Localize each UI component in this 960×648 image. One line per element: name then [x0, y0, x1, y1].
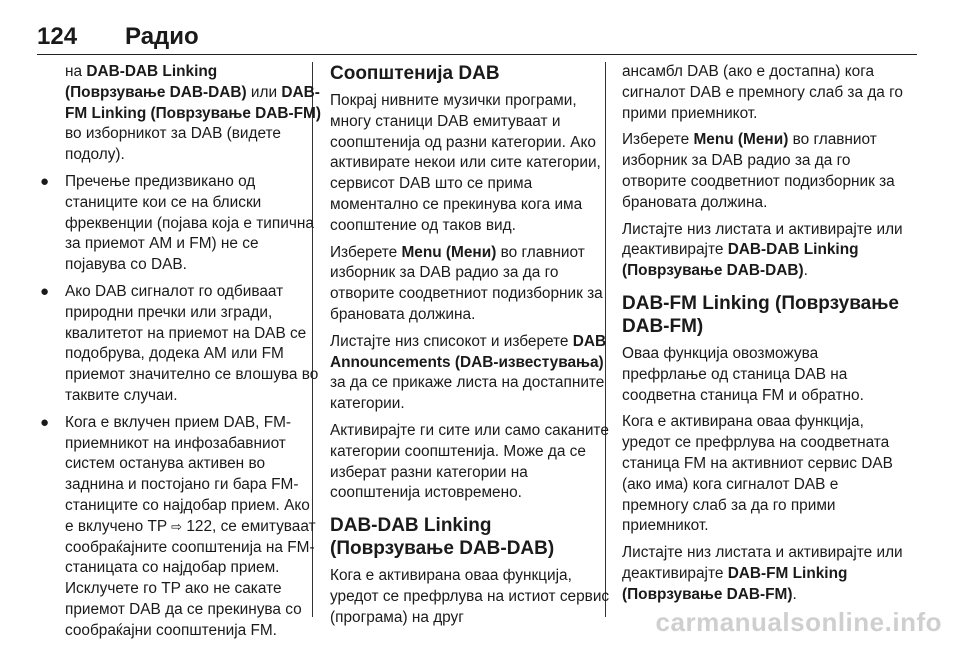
section-heading-dab-fm-linking: DAB-FM Linking (Поврзување DAB-FM)	[622, 292, 899, 337]
bullet-item: ● Пречење предизвикано од станиците кои се на блиски фреквенции (појава која е типична за приемот AM и FM) не се појавува со DAB.	[40, 172, 314, 274]
paragraph: Кога е активирана оваа функција, уредот се префрлува на истиот сервис (програма) на друг	[330, 567, 610, 626]
dab-dab-linking-ref: DAB-DAB Linking (Поврзување DAB-DAB)	[65, 63, 247, 101]
paragraph: Изберете Menu (Мени) во главниот изборник за DAB радио за да го отворите соодветниот подизборник за брановата должина.	[330, 243, 603, 323]
bullet-item: ● Кога е вклучен прием DAB, FM-приемникот на инфозабавниот систем останува активен во заднина и постојано ги бара FM-станиците со најдобар прием. Ако е вклучено TP ⇨ 122, се емитуваат сообраќајните соопштенија на FM-станицата со најдобар прием. Исклучете го TP ако не сакате приемот DAB да се прекинува со сообраќајни соопштенија FM.	[40, 413, 316, 639]
paragraph: Покрај нивните музички програми, многу станици DAB емитуваат и соопштенија од разни категории. Ако активирате некои или сите категории, сервисот DAB што се прима моментално се прекинува кога има соопштение од таков вид.	[330, 92, 601, 234]
paragraph: Кога е активирана оваа функција, уредот се префрлува на соодветната станица FM на активниот сервис DAB (ако има) кога сигналот DAB е премногу слаб за да го прими приемникот.	[622, 413, 893, 535]
chapter-title: Радио	[125, 23, 199, 50]
column-1	[38, 62, 321, 648]
dab-fm-linking-ref: DAB-FM Linking (Поврзување DAB-FM)	[65, 83, 321, 122]
bullet-item: ● Ако DAB сигналот го одбиваат природни пречки или згради, квалитетот на приемот на DAB се подобрува, додека AM или FM приемот значително се влошува во таквите случаи.	[40, 282, 319, 404]
section-heading-dab-dab-linking: DAB-DAB Linking (Поврзување DAB-DAB)	[330, 515, 555, 560]
paragraph: Активирајте ги сите или само саканите категории соопштенија. Може да се изберат разни категории на соопштенија истовремено.	[330, 421, 609, 502]
dab-fm-linking-ref: DAB-FM Linking (Поврзување DAB-FM)	[622, 564, 848, 603]
intro-paragraph: на DAB-DAB Linking (Поврзување DAB-DAB) или DAB-FM Linking (Поврзување DAB-FM) во изборникот за DAB (видете подолу).	[65, 63, 321, 164]
page-reference-arrow-icon: ⇨	[171, 518, 183, 534]
paragraph: ансамбл DAB (ако е достапна) кога сигналот DAB е премногу слаб за да го прими приемникот.	[622, 63, 903, 122]
bullet-icon: ●	[40, 413, 50, 431]
dab-announcements-ref: DAB Announcements (DAB-известувања)	[330, 332, 607, 371]
paragraph: Листајте низ списокот и изберете DAB Announcements (DAB-известувања) за да се прикаже листа на достапните категории.	[330, 332, 607, 413]
menu-ref: Menu (Мени)	[693, 131, 789, 149]
paragraph: Листајте низ листата и активирајте или деактивирајте DAB-FM Linking (Поврзување DAB-FM).	[622, 544, 903, 603]
page-number: 124	[37, 23, 78, 50]
bullet-icon: ●	[40, 172, 50, 190]
page-reference[interactable]: 122	[186, 517, 213, 535]
watermark: carmanualsonline.info	[655, 607, 942, 637]
section-heading-dab-announcements: Соопштенија DAB	[330, 63, 500, 84]
menu-ref: Menu (Мени)	[401, 243, 497, 261]
column-3	[622, 62, 905, 612]
column-2	[330, 62, 613, 635]
page-header	[37, 22, 917, 55]
bullet-icon: ●	[40, 282, 50, 300]
paragraph: Листајте низ листата и активирајте или деактивирајте DAB-DAB Linking (Поврзување DAB-DAB).	[622, 220, 903, 280]
paragraph: Изберете Menu (Мени) во главниот изборник за DAB радио за да го отворите соодветниот подизборник за брановата должина.	[622, 131, 895, 211]
dab-dab-linking-ref: DAB-DAB Linking (Поврзување DAB-DAB)	[622, 241, 859, 280]
paragraph: Оваа функција овозможува префрлање од станица DAB на соодветна станица FM и обратно.	[622, 344, 864, 404]
